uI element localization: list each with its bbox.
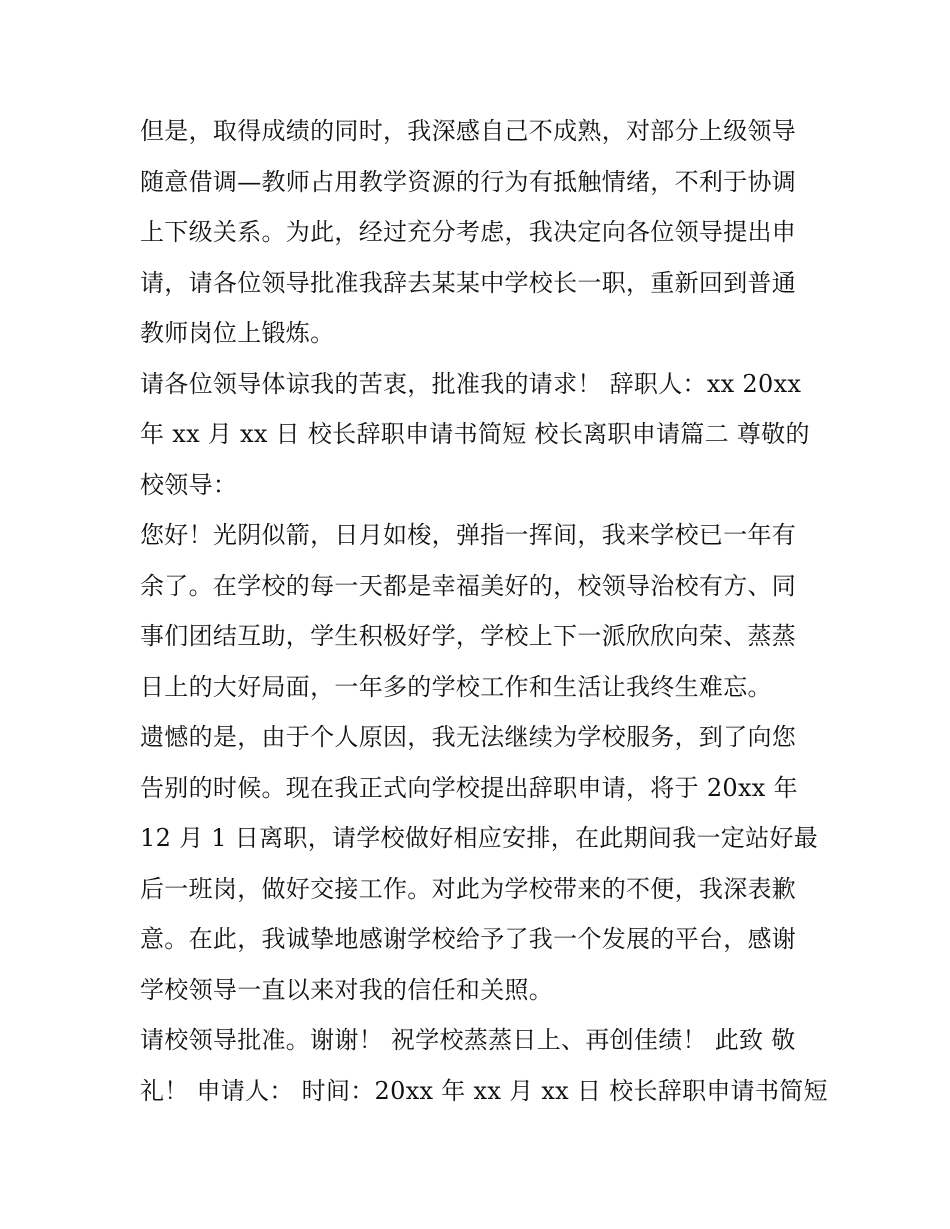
document-body — [140, 106, 828, 1116]
text-line: 请各位领导体谅我的苦衷，批准我的请求！ 辞职人：xx 20xx — [140, 369, 802, 398]
text-line: 教师岗位上锻炼。 — [140, 319, 335, 347]
text-line: 日上的大好局面，一年多的学校工作和生活让我终生难忘。 — [140, 672, 772, 701]
text-line: 您好！光阴似箭，日月如梭，弹指一挥间，我来学校已一年有 — [140, 521, 797, 549]
text-line: 请，请各位领导批准我辞去某某中学校长一职，重新回到普通 — [140, 268, 797, 297]
text-line: 余了。在学校的每一天都是幸福美好的，校领导治校有方、同 — [140, 571, 797, 600]
text-line: 事们团结互助，学生积极好学，学校上下一派欣欣向荣、蒸蒸 — [140, 622, 797, 650]
text-line: 12 月 1 日离职，请学校做好相应安排，在此期间我一定站好最 — [140, 824, 818, 852]
text-line: 后一班岗，做好交接工作。对此为学校带来的不便，我深表歉 — [140, 874, 797, 903]
text-line: 学校领导一直以来对我的信任和关照。 — [140, 975, 554, 1004]
text-line: 随意借调—教师占用教学资源的行为有抵触情绪，不利于协调 — [140, 167, 797, 196]
text-line: 请校领导批准。谢谢！ 祝学校蒸蒸日上、再创佳绩！ 此致 敬 — [140, 1026, 796, 1054]
text-line: 意。在此，我诚挚地感谢学校给予了我一个发展的平台，感谢 — [140, 925, 797, 953]
text-line: 礼！ 申请人： 时间：20xx 年 xx 月 xx 日 校长辞职申请书简短 — [140, 1076, 828, 1105]
text-line: 告别的时候。现在我正式向学校提出辞职申请，将于 20xx 年 — [140, 773, 798, 802]
text-line: 年 xx 月 xx 日 校长辞职申请书简短 校长离职申请篇二 尊敬的 — [140, 420, 810, 448]
text-line: 遗憾的是，由于个人原因，我无法继续为学校服务，到了向您 — [140, 723, 797, 751]
text-line: 上下级关系。为此，经过充分考虑，我决定向各位领导提出申 — [140, 218, 797, 246]
text-line: 校领导： — [140, 470, 238, 499]
text-line: 但是，取得成绩的同时，我深感自己不成熟，对部分上级领导 — [140, 117, 797, 145]
